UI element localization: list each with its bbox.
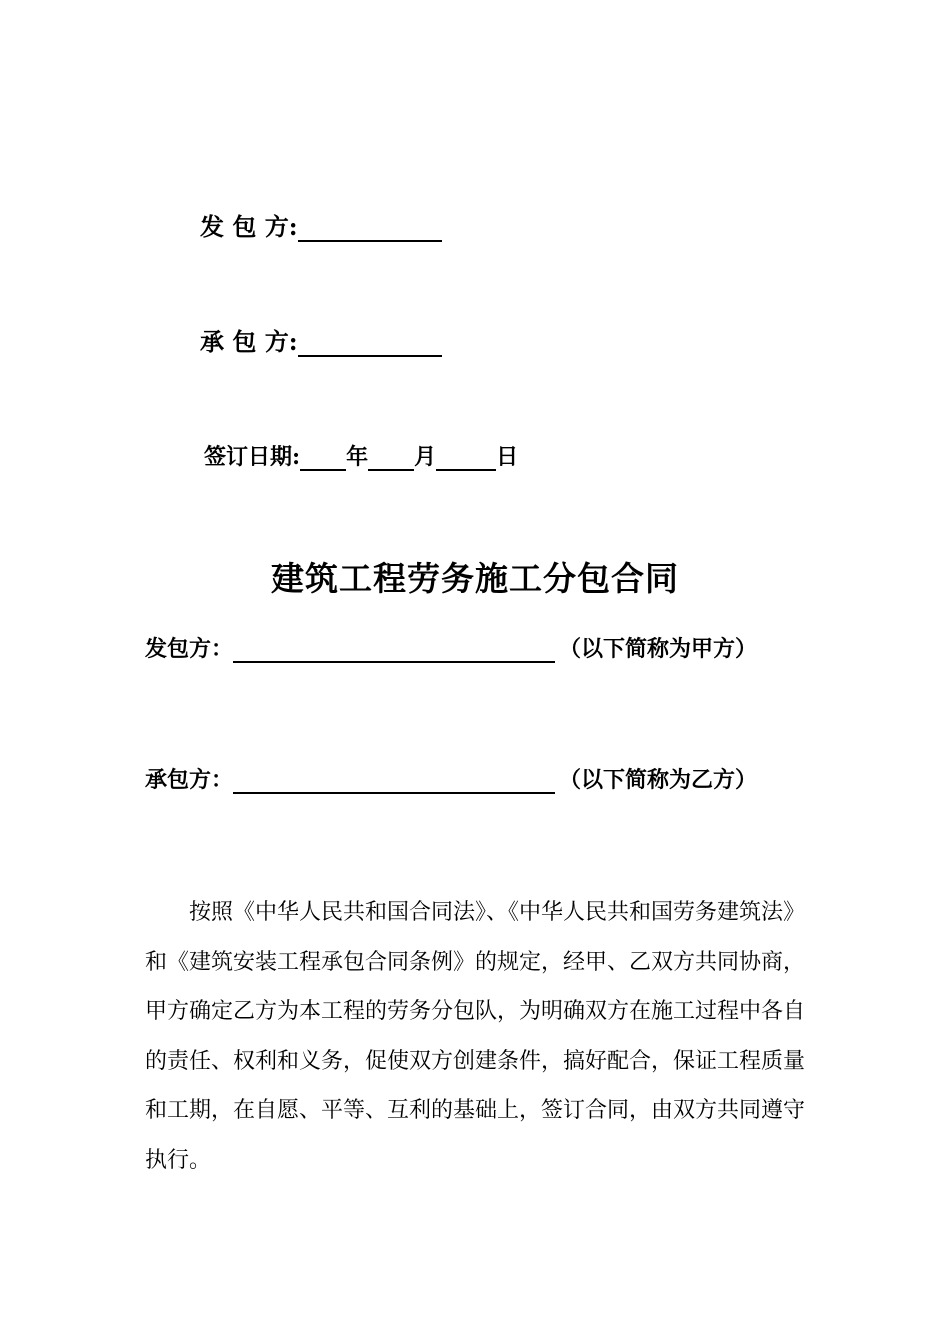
cover-employer-line [200, 207, 442, 242]
party-employer-blank[interactable] [233, 637, 555, 663]
cover-employer-label: 发 包 方: [200, 212, 298, 241]
party-contractor-blank[interactable] [233, 768, 555, 794]
party-employer-line [145, 632, 757, 663]
party-contractor-label: 承包方： [145, 767, 234, 793]
cover-contractor-blank[interactable] [298, 329, 442, 357]
day-blank[interactable] [436, 445, 496, 471]
party-employer-label: 发包方： [145, 636, 234, 662]
signing-date-line [204, 440, 518, 471]
contract-title: 建筑工程劳务施工分包合同 [271, 559, 679, 598]
month-blank[interactable] [368, 445, 414, 471]
year-label: 年 [346, 444, 369, 470]
signing-date-label: 签订日期: [204, 444, 301, 470]
cover-employer-blank[interactable] [298, 214, 442, 242]
party-contractor-line [145, 763, 757, 794]
day-label: 日 [496, 444, 519, 470]
cover-contractor-label: 承 包 方: [200, 327, 298, 356]
preamble-paragraph: 按照《中华人民共和国合同法》、《中华人民共和国劳务建筑法》和《建筑安装工程承包合同条例》的规定，经甲、乙双方共同协商，甲方确定乙方为本工程的劳务分包队，为明确双方在施工过程中各自的责任、权利和义务，促使双方创建条件，搞好配合，保证工程质量和工期，在自愿、平等、互利的基础上，签订合同，由双方共同遵守执行。 [145, 900, 806, 1173]
cover-contractor-line [200, 322, 442, 357]
month-label: 月 [414, 444, 437, 470]
party-contractor-note: （以下简称为乙方） [559, 767, 758, 793]
party-employer-note: （以下简称为甲方） [559, 636, 758, 662]
year-blank[interactable] [300, 445, 346, 471]
